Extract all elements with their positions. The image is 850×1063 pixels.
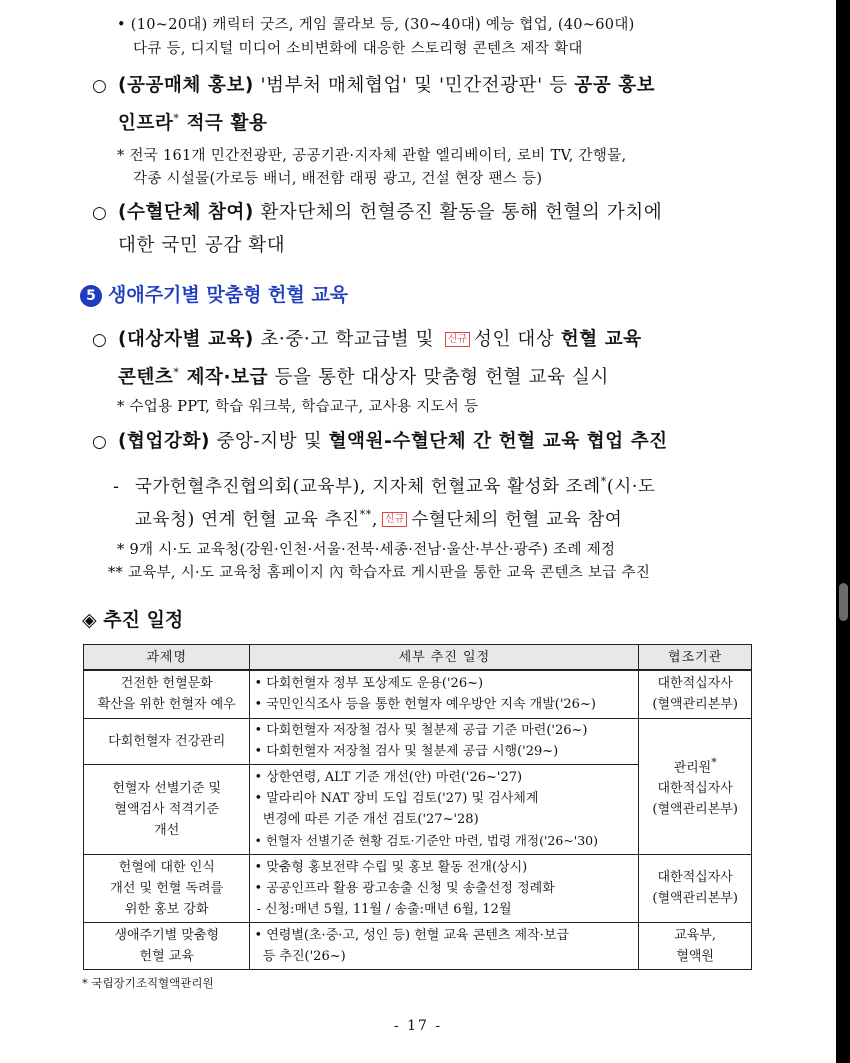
item-public-label: (공공매체 홍보) [118, 75, 254, 96]
schedule-table [83, 644, 752, 970]
task-line: 건전한 헌혈문화 [120, 676, 213, 692]
task-line: 생애주기별 맞춤형 [114, 927, 220, 943]
item-target-label: (대상자별 교육) [118, 329, 254, 350]
details-cell [250, 764, 639, 854]
note-coop-line2: ** 교육부, 시·도 교육청 홈페이지 內 학습자료 게시판을 통한 교육 콘텐츠 보급 추진 [108, 565, 651, 581]
table-row [84, 922, 752, 969]
page-number: - 17 - [393, 1018, 443, 1034]
header-task: 과제명 [84, 645, 250, 671]
details-cell [250, 922, 639, 969]
item-coop-line1 [92, 425, 668, 459]
task-line: 헌혈 교육 [139, 948, 194, 964]
dash-coop-line2 [135, 498, 622, 537]
section-title: 생애주기별 맞춤형 헌혈 교육 [108, 284, 349, 306]
footnote-mark: ** [359, 508, 372, 521]
footnote: * 국립장기조직혈액관리원 [82, 976, 214, 990]
item-target-bold: 헌혈 교육 [560, 329, 642, 350]
item-groups-line2: 대한 국민 공감 확대 [118, 235, 286, 256]
details-cell [250, 854, 639, 922]
task-cell [84, 670, 250, 718]
task-line: 위한 홍보 강화 [124, 901, 209, 917]
item-target-line1 [92, 323, 642, 357]
footnote-mark: * [173, 366, 180, 379]
item-public-text: '범부처 매체협업' 및 '민간전광판' 등 [253, 75, 575, 96]
detail-line: - 신청:매년 5월, 11월 / 송출:매년 6월, 12월 [256, 901, 512, 917]
task-cell [84, 718, 250, 764]
partners-cell [639, 718, 752, 854]
detail-line: • 공공인프라 활용 광고송출 신청 및 송출선정 정례화 [254, 880, 555, 896]
dash-coop-line2-text: 교육청) 연계 헌혈 교육 추진 [135, 509, 360, 530]
schedule-title: 추진 일정 [103, 609, 184, 631]
task-line: 헌혈자 선별기준 및 [112, 780, 222, 796]
dash-coop-line2-end: 수혈단체의 헌혈 교육 참여 [411, 509, 623, 530]
table-row [84, 718, 752, 764]
details-cell [250, 670, 639, 718]
partner-line [641, 752, 749, 778]
task-line: 헌혈에 대한 인식 [118, 859, 215, 875]
dash-coop-text1: 국가헌혈추진협의회(교육부), 지자체 헌혈교육 활성화 조례 [135, 476, 601, 497]
item-coop-text: 중앙-지방 및 [210, 431, 329, 452]
detail-line: • 헌혈자 선별기준 현황 검토·기준안 마련, 법령 개정('26~'30) [254, 833, 598, 848]
bullet-circle-icon: ○ [92, 203, 108, 223]
item-target-line2 [118, 356, 609, 394]
dash-coop-comma: , [371, 509, 379, 530]
footnote-mark: * [173, 112, 180, 125]
partner-line: 교육부, [674, 927, 717, 943]
item-public-bold: 공공 홍보 [574, 75, 656, 96]
dash-marker: - [113, 476, 120, 497]
task-cell [84, 764, 250, 854]
header-partners: 협조기관 [639, 645, 752, 671]
item-groups-label: (수혈단체 참여) [118, 202, 254, 223]
bullet-circle-icon: ○ [92, 330, 108, 350]
partners-cell [639, 854, 752, 922]
note-top-line2: 다큐 등, 디지털 미디어 소비변화에 대응한 스토리형 콘텐츠 제작 확대 [133, 41, 583, 57]
detail-line: • 국민인식조사 등을 통한 헌혈자 예우방안 지속 개발('26~) [254, 697, 596, 713]
partner-line: 대한적십자사 [657, 870, 733, 885]
item-target-dist: 제작·보급 [179, 367, 269, 389]
partners-cell [639, 922, 752, 969]
note-target: * 수업용 PPT, 학습 워크북, 학습교구, 교사용 지도서 등 [117, 399, 479, 415]
partner-line: 대한적십자사 [657, 676, 733, 692]
detail-line: • 말라리아 NAT 장비 도입 검토('27) 및 검사체계 [254, 791, 539, 806]
detail-line: 등 추진('26~) [254, 948, 346, 964]
item-coop-bold: 혈액원-수혈단체 간 헌혈 교육 협업 추진 [328, 431, 668, 452]
item-target-rest: 등을 통한 대상자 맞춤형 헌혈 교육 실시 [268, 367, 609, 389]
table-row [84, 854, 752, 922]
section-heading [80, 281, 348, 309]
note-coop-line1: * 9개 시·도 교육청(강원·인천·서울·전북·세종·전남·울산·부산·광주) 조례 제정 [117, 542, 616, 558]
header-details: 세부 추진 일정 [250, 645, 639, 671]
item-groups-line1 [92, 196, 662, 230]
task-line: 혈액검사 적격기준 [114, 801, 220, 817]
item-public-line2 [118, 102, 268, 140]
partners-cell [639, 670, 752, 718]
diamond-bullet-icon: ◈ [82, 609, 97, 631]
note-public-line1: * 전국 161개 민간전광판, 공공기관·지자체 관할 엘리베이터, 로비 TV, 간행물, [117, 148, 627, 164]
partner-line: 대한적십자사 [657, 781, 733, 797]
item-target-text2: 성인 대상 [473, 329, 561, 350]
task-line: 확산을 위한 헌혈자 예우 [97, 697, 236, 713]
detail-line: 변경에 따른 기준 개선 검토('27~'28) [254, 812, 479, 827]
detail-line: • 맞춤형 홍보전략 수립 및 홍보 활동 전개(상시) [254, 859, 528, 875]
detail-line: • 다회헌혈자 정부 포상제도 운용('26~) [254, 676, 484, 692]
schedule-heading [82, 606, 183, 634]
task-cell [84, 922, 250, 969]
dash-coop-text2: (시·도 [606, 476, 656, 497]
bullet-circle-icon: ○ [92, 432, 108, 452]
detail-line: • 상한연령, ALT 기준 개선(안) 마련('26~'27) [254, 770, 523, 785]
note-public-line2: 각종 시설물(가로등 배너, 배전함 래핑 광고, 건설 현장 팬스 등) [133, 171, 543, 187]
note-top-line1: • (10~20대) 캐릭터 굿즈, 게임 콜라보 등, (30~40대) 예능 협업, (40~60대) [117, 17, 635, 33]
item-target-contents: 콘텐츠 [118, 367, 174, 389]
partner-line: 혈액원 [676, 948, 714, 964]
footnote-mark: * [711, 755, 717, 769]
task-line: 개선 및 헌혈 독려를 [110, 880, 224, 896]
table-header-row [84, 645, 752, 671]
partner-name: 관리원 [673, 760, 712, 776]
bullet-circle-icon: ○ [92, 76, 108, 96]
task-cell [84, 854, 250, 922]
section-number-icon: 5 [80, 285, 102, 307]
task-line: 다회헌혈자 건강관리 [108, 733, 226, 749]
detail-line: • 다회헌혈자 저장철 검사 및 철분제 공급 기준 마련('26~) [254, 723, 588, 738]
partner-line: (혈액관리본부) [652, 802, 738, 818]
partner-line: (혈액관리본부) [652, 697, 738, 713]
table-row [84, 670, 752, 718]
new-badge: 신규 [382, 512, 407, 527]
task-line: 개선 [154, 822, 180, 838]
new-badge: 신규 [445, 332, 470, 347]
item-public-line1 [92, 69, 655, 103]
partner-line: (혈액관리본부) [652, 891, 738, 906]
item-public-use: 적극 활용 [179, 113, 268, 135]
detail-line: • 다회헌혈자 저장철 검사 및 철분제 공급 시행('29~) [254, 744, 559, 759]
footnote-mark: * [600, 475, 607, 488]
scrollbar-thumb[interactable] [839, 583, 848, 621]
detail-line: • 연령별(초·중·고, 성인 등) 헌혈 교육 콘텐츠 제작·보급 [254, 927, 569, 943]
details-cell [250, 718, 639, 764]
item-target-text: 초·중·고 학교급별 및 [253, 329, 441, 350]
item-public-infra: 인프라 [118, 113, 174, 135]
item-groups-text: 환자단체의 헌혈증진 활동을 통해 헌혈의 가치에 [253, 202, 663, 223]
item-coop-label: (협업강화) [118, 431, 210, 452]
